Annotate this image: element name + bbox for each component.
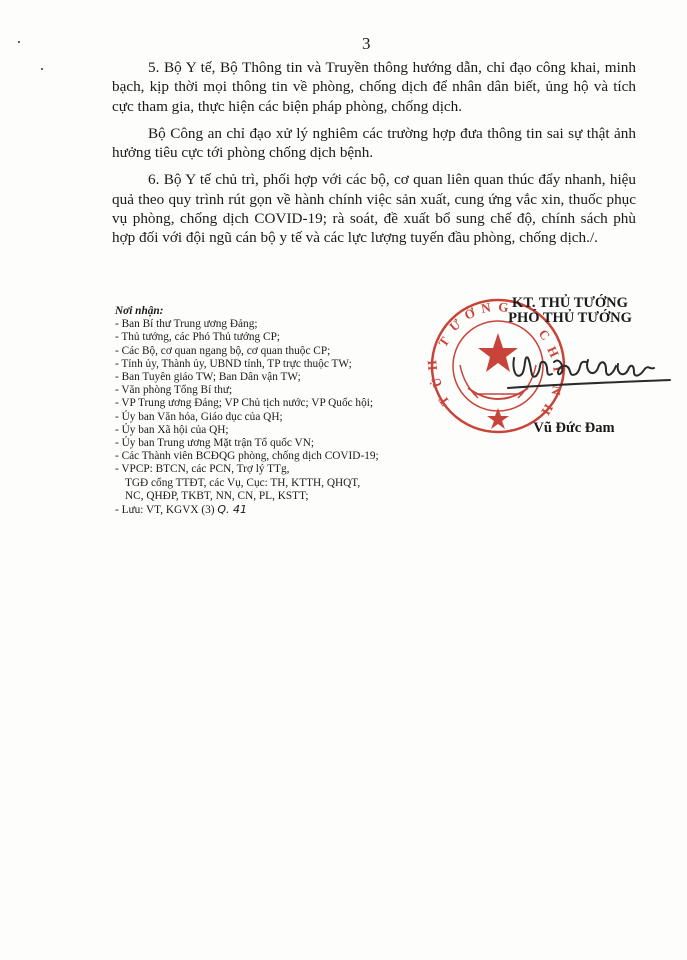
page-number: 3: [362, 34, 371, 53]
scan-speck: [41, 68, 43, 70]
signature-title-line1: KT. THỦ TƯỚNG: [512, 295, 628, 311]
recipient-item: - Ủy ban Văn hóa, Giáo dục của QH;: [115, 410, 283, 423]
svg-text:T: T: [435, 334, 453, 350]
svg-text:Ủ: Ủ: [427, 376, 445, 390]
svg-text:Ư: Ư: [446, 316, 464, 335]
signer-name: Vũ Đức Đam: [533, 420, 615, 436]
svg-text:C: C: [535, 326, 554, 344]
svg-text:Í: Í: [550, 364, 566, 373]
recipient-item: - Các Bộ, cơ quan ngang bộ, cơ quan thuộc CP;: [115, 344, 331, 357]
scan-speck: [18, 41, 20, 43]
recipient-item-archive: [115, 503, 425, 517]
signature-block: [420, 290, 670, 450]
paragraph-police: Bộ Công an chỉ đạo xử lý nghiêm các trường hợp đưa thông tin sai sự thật ảnh hưởng tiêu cực tới phòng chống dịch bệnh.: [112, 124, 636, 162]
recipients-block: [115, 305, 425, 517]
archive-text: - Lưu: VT, KGVX (3): [115, 504, 215, 517]
body-text: [112, 58, 636, 256]
recipient-item: - VPCP: BTCN, các PCN, Trợ lý TTg,: [115, 463, 290, 476]
recipient-item: - Văn phòng Tổng Bí thư;: [115, 384, 233, 397]
recipient-item: TGĐ cổng TTĐT, các Vụ, Cục: TH, KTTH, QHQT,: [125, 476, 361, 489]
recipients-list: [115, 318, 425, 517]
recipient-item: NC, QHĐP, TKBT, NN, CN, PL, KSTT;: [125, 489, 309, 502]
recipient-item: - Thủ tướng, các Phó Thủ tướng CP;: [115, 331, 280, 344]
svg-text:H: H: [544, 343, 563, 360]
svg-text:T: T: [435, 393, 453, 409]
svg-text:H: H: [424, 359, 440, 372]
recipient-item: - Tỉnh ủy, Thành ủy, UBND tỉnh, TP trực thuộc TW;: [115, 357, 352, 370]
paragraph-5: 5. Bộ Y tế, Bộ Thông tin và Truyền thông hướng dẫn, chỉ đạo công khai, minh bạch, kịp thời mọi thông tin về phòng, chống dịch để nhân dân biết, ủng hộ và tích cực tham gia, thực hiện các biện pháp phòng, chống dịch.: [112, 59, 636, 115]
recipient-item: - Các Thành viên BCĐQG phòng, chống dịch COVID-19;: [115, 450, 379, 463]
recipient-item: - Ủy ban Trung ương Mặt trận Tổ quốc VN;: [115, 437, 315, 450]
signature-title-line2: PHÓ THỦ TƯỚNG: [508, 310, 632, 326]
handwritten-signature-icon: [500, 340, 675, 410]
handwritten-count: Q. 41: [217, 503, 247, 517]
recipient-item: - VP Trung ương Đảng; VP Chủ tịch nước; VP Quốc hội;: [115, 397, 374, 410]
svg-text:N: N: [479, 299, 492, 316]
recipient-item: - Ủy ban Xã hội của QH;: [115, 423, 229, 436]
svg-text:H: H: [538, 401, 557, 418]
svg-text:G: G: [497, 299, 510, 315]
recipients-heading: Nơi nhận:: [115, 305, 164, 317]
paragraph-6: 6. Bộ Y tế chủ trì, phối hợp với các bộ, cơ quan liên quan thúc đẩy nhanh, hiệu quả theo quy trình rút gọn về hành chính việc sản xuất, cung ứng vắc xin, thuốc phục vụ phòng, chống dịch COVID-19; rà soát, đề xuất bổ sung chế độ, chính sách phù hợp đối với đội ngũ cán bộ y tế và các lực lượng tuyến đầu phòng, chống dịch./.: [112, 171, 636, 247]
svg-text:Ớ: Ớ: [461, 304, 478, 323]
recipient-item: - Ban Bí thư Trung ương Đảng;: [115, 318, 258, 331]
recipient-item: - Ban Tuyên giáo TW; Ban Dân vận TW;: [115, 371, 301, 384]
svg-text:N: N: [548, 384, 565, 397]
